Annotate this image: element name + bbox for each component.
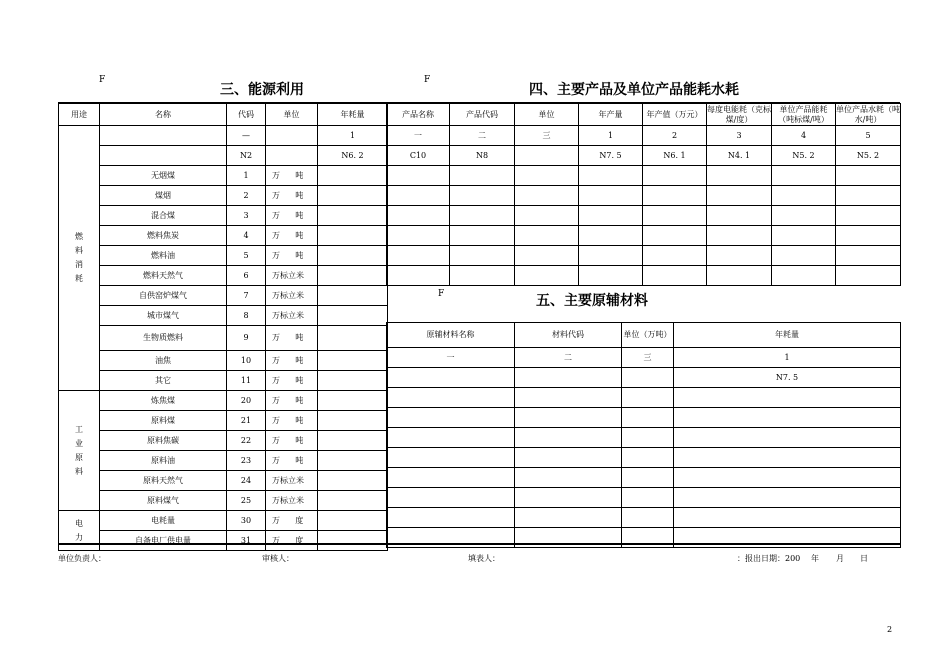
row-name: 煤烟 [100, 186, 227, 206]
entry-cell[interactable] [515, 206, 579, 226]
row-name: 原料煤 [100, 411, 227, 431]
entry-cell[interactable] [707, 166, 772, 186]
table-row [387, 428, 901, 448]
entry-cell[interactable] [387, 488, 515, 508]
entry-cell[interactable] [387, 186, 450, 206]
row-unit: 万标立米 [266, 491, 318, 511]
row-name: 城市煤气 [100, 306, 227, 326]
row-unit: 万 吨 [266, 186, 318, 206]
header-material-name: 原辅材料名称 [387, 323, 515, 348]
idx-cell: 二 [515, 348, 622, 368]
table-row [59, 511, 388, 531]
row-unit: 万 度 [266, 511, 318, 531]
row-unit: 万 吨 [266, 166, 318, 186]
entry-cell[interactable] [674, 508, 901, 528]
entry-cell[interactable] [772, 186, 836, 206]
entry-cell[interactable] [772, 226, 836, 246]
idx-cell: 一 [387, 126, 450, 146]
footer-head-label: 单位负责人： [58, 554, 106, 563]
entry-cell[interactable] [643, 266, 707, 286]
entry-cell[interactable] [772, 246, 836, 266]
entry-cell[interactable] [515, 508, 622, 528]
entry-cell[interactable] [772, 266, 836, 286]
page-number: 2 [887, 625, 893, 634]
entry-cell[interactable] [674, 448, 901, 468]
entry-cell[interactable] [836, 266, 901, 286]
entry-cell[interactable] [515, 448, 622, 468]
row-code: 5 [227, 246, 266, 266]
table-row [59, 391, 388, 411]
row-code: 3 [227, 206, 266, 226]
entry-cell[interactable] [515, 226, 579, 246]
entry-cell[interactable] [387, 528, 515, 548]
entry-cell[interactable] [387, 266, 450, 286]
table-row [387, 186, 901, 206]
header-use: 用途 [59, 104, 100, 126]
table-row [59, 371, 388, 391]
table-row [59, 306, 388, 326]
idx-cell: 三 [622, 348, 674, 368]
entry-cell[interactable] [772, 206, 836, 226]
header-product-unit: 单位 [515, 104, 579, 126]
row-annual[interactable] [318, 226, 388, 246]
entry-cell[interactable] [622, 388, 674, 408]
table-row [59, 411, 388, 431]
row-unit: 万 吨 [266, 411, 318, 431]
row-annual[interactable] [318, 531, 388, 551]
row-name: 其它 [100, 371, 227, 391]
entry-cell[interactable] [515, 266, 579, 286]
code-cell: N5. 2 [772, 146, 836, 166]
row-name: 油焦 [100, 351, 227, 371]
entry-cell[interactable] [707, 266, 772, 286]
idx-cell: 1 [579, 126, 643, 146]
entry-cell[interactable] [387, 206, 450, 226]
materials-title: 五、主要原辅材料 [536, 293, 648, 309]
table-row [59, 351, 388, 371]
entry-cell[interactable] [515, 166, 579, 186]
entry-cell[interactable] [515, 428, 622, 448]
row-unit: 万标立米 [266, 471, 318, 491]
code-cell: N7. 5 [579, 146, 643, 166]
entry-cell[interactable] [450, 186, 515, 206]
entry-cell[interactable] [387, 408, 515, 428]
row-code: 21 [227, 411, 266, 431]
row-name: 自备电厂供电量 [100, 531, 227, 551]
table-row [387, 166, 901, 186]
footer-date-label: ：报出日期：200 [737, 554, 801, 563]
row-code: 11 [227, 371, 266, 391]
row-annual[interactable] [318, 266, 388, 286]
entry-cell[interactable] [674, 388, 901, 408]
row-unit: 万 吨 [266, 246, 318, 266]
header-output: 年产量 [579, 104, 643, 126]
cell [100, 126, 227, 146]
table-row [59, 226, 388, 246]
entry-cell[interactable] [579, 166, 643, 186]
table-row [387, 448, 901, 468]
row-annual[interactable] [318, 511, 388, 531]
idx-cell: 3 [707, 126, 772, 146]
entry-cell[interactable] [836, 186, 901, 206]
row-annual[interactable] [318, 306, 388, 326]
table-row [387, 266, 901, 286]
entry-cell[interactable] [579, 246, 643, 266]
entry-cell[interactable] [674, 468, 901, 488]
row-code: 1 [227, 166, 266, 186]
header-material-code: 材料代码 [515, 323, 622, 348]
idx-code: — [227, 126, 266, 146]
row-code: 2 [227, 186, 266, 206]
entry-cell[interactable] [450, 206, 515, 226]
f-mark: F [424, 75, 431, 85]
table-row [387, 468, 901, 488]
table-row [59, 531, 388, 551]
entry-cell[interactable] [836, 166, 901, 186]
row-name: 原料煤气 [100, 491, 227, 511]
entry-cell[interactable] [643, 206, 707, 226]
row-code: 20 [227, 391, 266, 411]
entry-cell[interactable] [579, 186, 643, 206]
table-row [59, 266, 388, 286]
table-row [59, 166, 388, 186]
footer-month-label: 月 [836, 554, 844, 563]
table-row [59, 326, 388, 351]
header-material-annual: 年耗量 [674, 323, 901, 348]
code-cell [515, 146, 579, 166]
entry-cell[interactable] [515, 488, 622, 508]
energy-title: 三、能源利用 [220, 82, 304, 98]
idx-annual: 1 [318, 126, 388, 146]
header-output-value: 年产值（万元） [643, 104, 707, 126]
entry-cell[interactable] [387, 508, 515, 528]
row-annual[interactable] [318, 351, 388, 371]
entry-cell[interactable] [622, 428, 674, 448]
entry-cell[interactable] [622, 448, 674, 468]
row-unit: 万 吨 [266, 391, 318, 411]
table-row [387, 408, 901, 428]
row-code: 10 [227, 351, 266, 371]
cell [266, 146, 318, 166]
row-name: 燃料焦炭 [100, 226, 227, 246]
products-table [386, 103, 901, 286]
entry-cell[interactable] [515, 408, 622, 428]
row-code: 30 [227, 511, 266, 531]
header-material-unit: 单位（万吨） [622, 323, 674, 348]
row-annual[interactable] [318, 326, 388, 351]
entry-cell[interactable] [622, 488, 674, 508]
materials-table [386, 322, 901, 548]
row-unit: 万 吨 [266, 371, 318, 391]
cell [100, 146, 227, 166]
entry-cell[interactable] [387, 428, 515, 448]
entry-cell[interactable] [387, 468, 515, 488]
row-annual[interactable] [318, 286, 388, 306]
entry-cell[interactable] [622, 508, 674, 528]
row-name: 自供窑炉煤气 [100, 286, 227, 306]
table-row [387, 206, 901, 226]
row-name: 混合煤 [100, 206, 227, 226]
row-code: 22 [227, 431, 266, 451]
group-power: 电力 [59, 511, 100, 551]
table-row [387, 508, 901, 528]
idx-cell: 5 [836, 126, 901, 146]
idx-cell: 2 [643, 126, 707, 146]
code-cell: N5. 2 [836, 146, 901, 166]
entry-cell[interactable] [707, 186, 772, 206]
row-unit: 万 吨 [266, 431, 318, 451]
table-row [59, 286, 388, 306]
entry-cell[interactable] [450, 166, 515, 186]
code-cell [622, 368, 674, 388]
row-annual[interactable] [318, 431, 388, 451]
row-name: 生物质燃料 [100, 326, 227, 351]
header-annual: 年耗量 [318, 104, 388, 126]
code-cell: N6. 1 [643, 146, 707, 166]
entry-cell[interactable] [674, 528, 901, 548]
row-annual[interactable] [318, 391, 388, 411]
entry-cell[interactable] [622, 528, 674, 548]
row-unit: 万 度 [266, 531, 318, 551]
row-name: 燃料油 [100, 246, 227, 266]
entry-cell[interactable] [622, 408, 674, 428]
entry-cell[interactable] [836, 226, 901, 246]
idx-cell: 1 [674, 348, 901, 368]
code-cell: N7. 5 [674, 368, 901, 388]
footer-filler-label: 填表人： [468, 554, 500, 563]
row-unit: 万 吨 [266, 226, 318, 246]
code-cell [515, 368, 622, 388]
entry-cell[interactable] [515, 186, 579, 206]
entry-cell[interactable] [450, 226, 515, 246]
header-unit-energy: 单位产品能耗（吨标煤/吨） [772, 104, 836, 126]
row-code: 7 [227, 286, 266, 306]
table-row [59, 491, 388, 511]
entry-cell[interactable] [515, 388, 622, 408]
table-row [387, 226, 901, 246]
row-unit: 万标立米 [266, 306, 318, 326]
idx-cell: 三 [515, 126, 579, 146]
code-row-annual: N6. 2 [318, 146, 388, 166]
table-row [59, 471, 388, 491]
row-annual[interactable] [318, 186, 388, 206]
entry-cell[interactable] [836, 206, 901, 226]
code-cell: N4. 1 [707, 146, 772, 166]
row-code: 23 [227, 451, 266, 471]
entry-cell[interactable] [674, 488, 901, 508]
row-name: 原料焦碳 [100, 431, 227, 451]
cell [266, 126, 318, 146]
row-name: 电耗量 [100, 511, 227, 531]
entry-cell[interactable] [387, 226, 450, 246]
f-mark: F [438, 289, 445, 299]
row-code: 8 [227, 306, 266, 326]
header-unit: 单位 [266, 104, 318, 126]
energy-table [58, 103, 388, 551]
code-cell: N8 [450, 146, 515, 166]
entry-cell[interactable] [450, 266, 515, 286]
entry-cell[interactable] [515, 528, 622, 548]
table-row [59, 246, 388, 266]
entry-cell[interactable] [387, 246, 450, 266]
entry-cell[interactable] [643, 166, 707, 186]
entry-cell[interactable] [674, 408, 901, 428]
products-title: 四、主要产品及单位产品能耗水耗 [529, 82, 739, 98]
row-annual[interactable] [318, 491, 388, 511]
row-annual[interactable] [318, 246, 388, 266]
row-unit: 万 吨 [266, 351, 318, 371]
entry-cell[interactable] [707, 206, 772, 226]
row-annual[interactable] [318, 206, 388, 226]
footer-reviewer-label: 审核人： [262, 554, 294, 563]
table-row [387, 388, 901, 408]
group-industrial: 工业原料 [59, 391, 100, 511]
table-row [59, 431, 388, 451]
table-row [387, 528, 901, 548]
table-row [59, 451, 388, 471]
row-unit: 万 吨 [266, 326, 318, 351]
row-unit: 万标立米 [266, 266, 318, 286]
row-name: 原料油 [100, 451, 227, 471]
entry-cell[interactable] [622, 468, 674, 488]
footer-year-label: 年 [811, 554, 819, 563]
row-code: 6 [227, 266, 266, 286]
table-row [59, 186, 388, 206]
header-code: 代码 [227, 104, 266, 126]
row-name: 炼焦煤 [100, 391, 227, 411]
entry-cell[interactable] [450, 246, 515, 266]
table-row [387, 488, 901, 508]
row-code: 25 [227, 491, 266, 511]
idx-cell: 一 [387, 348, 515, 368]
f-mark: F [99, 75, 106, 85]
row-unit: 万标立米 [266, 286, 318, 306]
entry-cell[interactable] [707, 226, 772, 246]
entry-cell[interactable] [515, 246, 579, 266]
code-cell [387, 368, 515, 388]
idx-cell: 二 [450, 126, 515, 146]
idx-cell: 4 [772, 126, 836, 146]
group-fuel: 燃料消耗 [59, 126, 100, 391]
table-row [59, 206, 388, 226]
row-code: 4 [227, 226, 266, 246]
entry-cell[interactable] [387, 448, 515, 468]
code-row-code: N2 [227, 146, 266, 166]
code-cell: C10 [387, 146, 450, 166]
entry-cell[interactable] [674, 428, 901, 448]
entry-cell[interactable] [772, 166, 836, 186]
footer-day-label: 日 [860, 554, 868, 563]
entry-cell[interactable] [387, 388, 515, 408]
row-code: 31 [227, 531, 266, 551]
entry-cell[interactable] [579, 206, 643, 226]
row-annual[interactable] [318, 371, 388, 391]
header-name: 名称 [100, 104, 227, 126]
entry-cell[interactable] [643, 246, 707, 266]
row-annual[interactable] [318, 166, 388, 186]
row-unit: 万 吨 [266, 451, 318, 471]
header-product-code: 产品代码 [450, 104, 515, 126]
row-name: 燃料天然气 [100, 266, 227, 286]
entry-cell[interactable] [579, 226, 643, 246]
row-code: 9 [227, 326, 266, 351]
entry-cell[interactable] [836, 246, 901, 266]
header-power-consumption: 每度电能耗（克标煤/度） [707, 104, 771, 124]
table-row [387, 246, 901, 266]
entry-cell[interactable] [643, 226, 707, 246]
entry-cell[interactable] [387, 166, 450, 186]
row-annual[interactable] [318, 471, 388, 491]
header-product-name: 产品名称 [387, 104, 450, 126]
row-code: 24 [227, 471, 266, 491]
entry-cell[interactable] [643, 186, 707, 206]
row-unit: 万 吨 [266, 206, 318, 226]
header-unit-water: 单位产品水耗（吨水/吨） [836, 104, 900, 124]
row-annual[interactable] [318, 451, 388, 471]
row-name: 无烟煤 [100, 166, 227, 186]
entry-cell[interactable] [707, 246, 772, 266]
row-annual[interactable] [318, 411, 388, 431]
entry-cell[interactable] [579, 266, 643, 286]
row-name: 原料天然气 [100, 471, 227, 491]
entry-cell[interactable] [515, 468, 622, 488]
